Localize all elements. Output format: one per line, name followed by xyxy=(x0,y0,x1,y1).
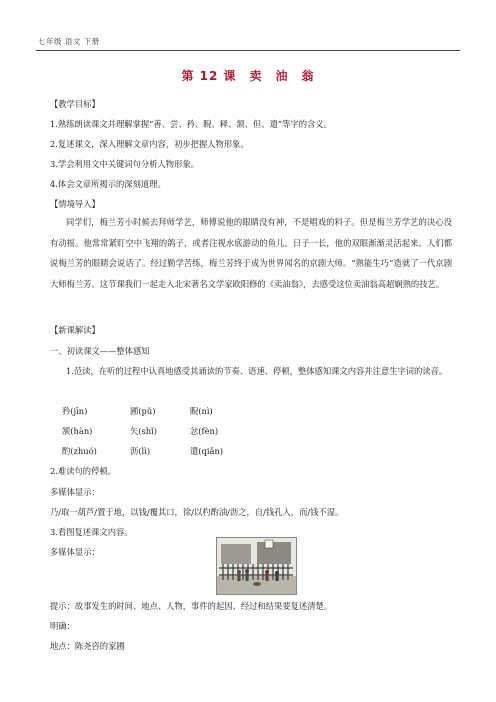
clarify-label: 明确： xyxy=(50,621,75,631)
goal-item-1: 1.熟练朗读课文并理解掌握“善、尝、矜、睨、释、颔、但、遣”等字的含义。 xyxy=(50,119,332,129)
pinyin-han: 颔(hàn) xyxy=(62,426,93,436)
lesson-title: 第 12 课 卖 油 翁 xyxy=(181,69,315,83)
story-illustration xyxy=(216,537,297,595)
pinyin-fen: 忿(fèn) xyxy=(190,426,219,436)
pause-sentence: 乃/取一葫芦/置于地，以钱/覆其口，徐/以杓酌油/沥之，自/钱孔入，而/钱不湿。 xyxy=(50,507,344,517)
goals-heading: 【教学目标】 xyxy=(50,99,100,109)
intro-paragraph: 同学们，梅兰芳小时候去拜师学艺，师傅说他的眼睛没有神，不是唱戏的料子。但是梅兰芳学艺的决心没有动摇。他常常紧盯空中飞翔的鸽子，或者注视水底游动的鱼儿。日子一长，他的双眼渐渐灵活起来。人们都说梅兰芳的眼睛会说话了。经过勤学苦练，梅兰芳终于成为世界闻名的京剧大师。“熟能生巧”造就了一代京剧大师梅兰芳。这节课我们一起走入北宋著名文学家欧阳修的《卖油翁》，去感受这位卖油翁高超娴熟的技艺。 xyxy=(50,217,452,289)
goal-item-2: 2.复述课文，深入理解文章内容，初步把握人物形象。 xyxy=(50,139,249,149)
media-label-2: 多媒体显示： xyxy=(50,547,100,557)
part-one-heading: 一、初读课文——整体感知 xyxy=(50,346,150,356)
pinyin-jin: 矜(jīn) xyxy=(62,406,88,416)
pinyin-qian: 遣(qiǎn) xyxy=(190,446,224,456)
intro-heading: 【情境导入】 xyxy=(50,199,100,209)
goal-item-4: 4.体会文章所揭示的深刻道理。 xyxy=(50,179,166,189)
running-header: 七年级 语文 下册 xyxy=(38,37,100,46)
goal-item-3: 3.学会利用文中关键词句分析人物形象。 xyxy=(50,159,199,169)
place-text: 地点：陈尧咨的家圃 xyxy=(50,641,125,651)
pinyin-zhuo: 酌(zhuó) xyxy=(62,446,97,456)
new-lesson-heading: 【新课解读】 xyxy=(50,325,100,335)
retell-heading: 3.看图复述课文内容。 xyxy=(50,527,133,537)
pinyin-shi: 矢(shǐ) xyxy=(130,426,158,436)
header-rule xyxy=(36,50,460,51)
pinyin-li: 沥(lì) xyxy=(130,446,151,456)
pinyin-ni: 睨(nì) xyxy=(190,406,213,416)
reading-instruction: 1.范读，在听的过程中认真地感受其诵读的节奏、语速、停顿，整体感知课文内容并注意生字词的读音。 xyxy=(66,366,448,376)
hint-text: 提示：故事发生的时间、地点、人物，事件的起因、经过和结果要复述清楚。 xyxy=(50,601,333,611)
media-label-1: 多媒体显示： xyxy=(50,487,100,497)
pinyin-pu: 圃(pǔ) xyxy=(130,406,156,416)
pause-heading: 2.难读句的停顿。 xyxy=(50,466,116,476)
